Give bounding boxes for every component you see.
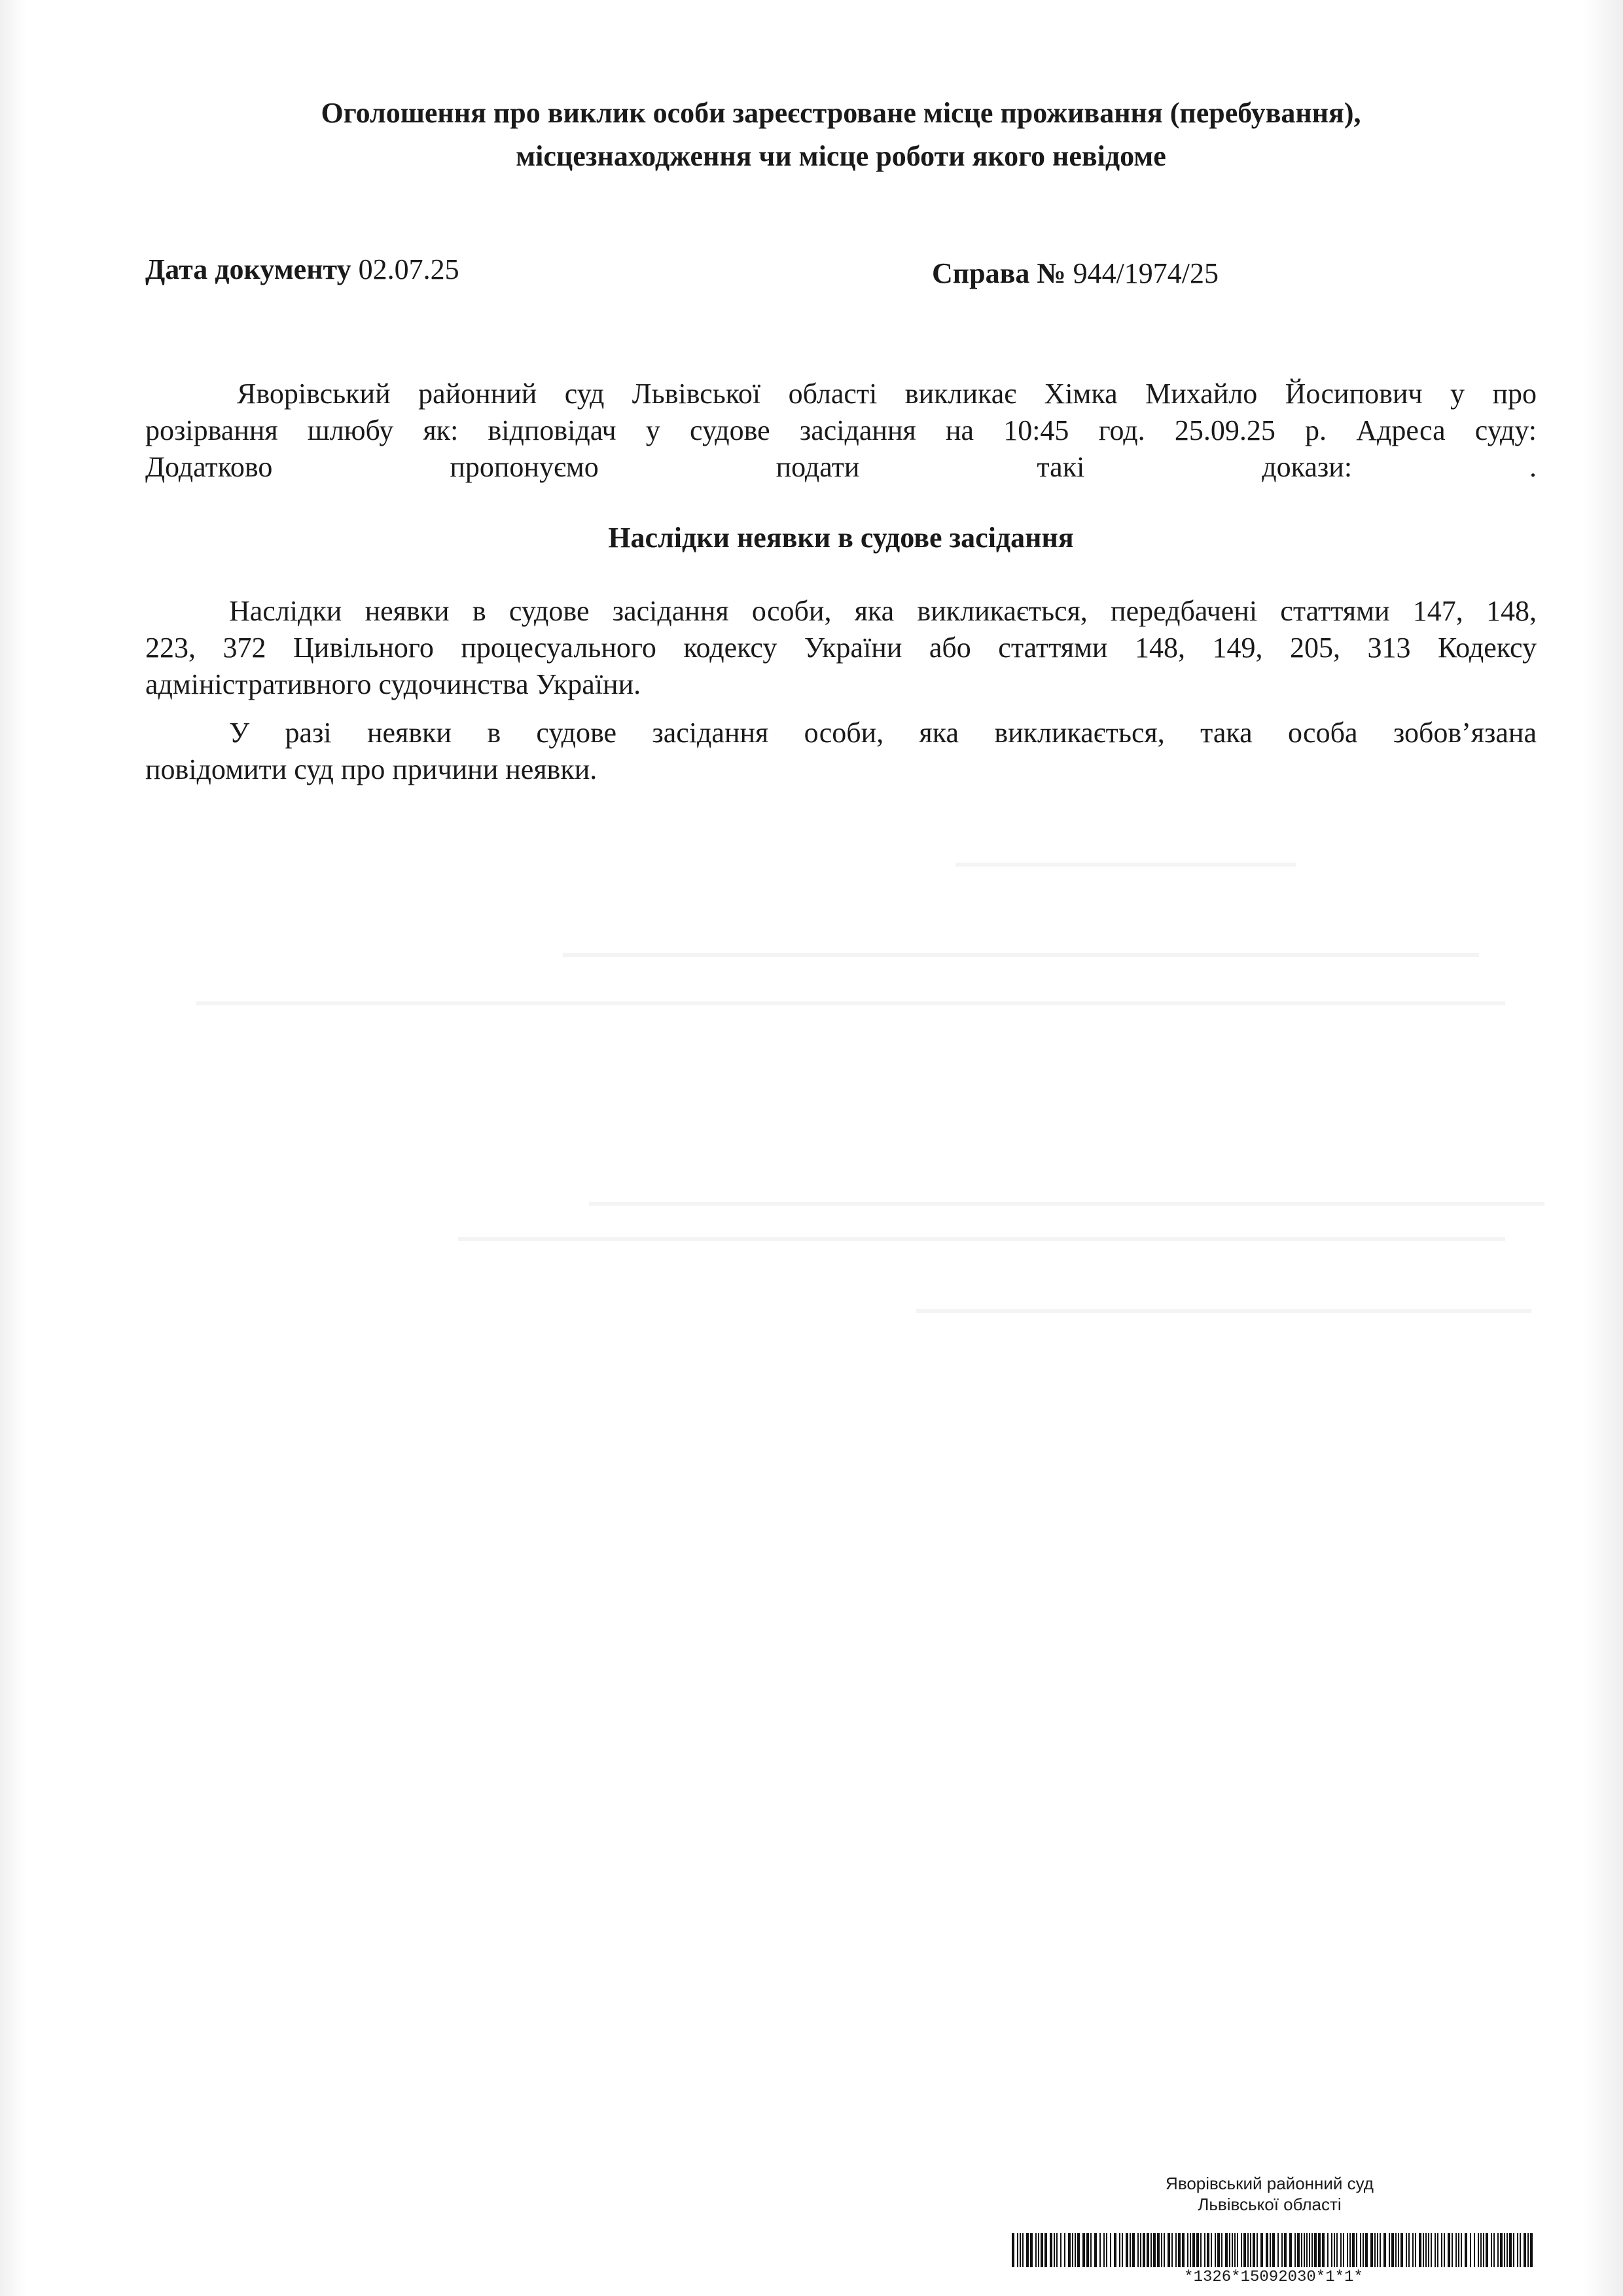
barcode-bar: [1207, 2233, 1209, 2267]
barcode-bar: [1050, 2233, 1052, 2267]
barcode-bar: [1425, 2233, 1427, 2267]
barcode-bar: [1196, 2233, 1199, 2267]
barcode-bar: [1349, 2233, 1351, 2267]
barcode-bar: [1437, 2233, 1438, 2267]
barcode-bar: [1314, 2233, 1317, 2267]
case-label: Справа №: [932, 257, 1066, 289]
barcode-bar: [1318, 2233, 1321, 2267]
barcode-bar: [1234, 2233, 1236, 2267]
barcode-bar: [1297, 2233, 1300, 2267]
barcode-bar: [1054, 2233, 1055, 2267]
barcode-bar: [1530, 2233, 1533, 2267]
barcode-bar: [1294, 2233, 1296, 2267]
barcode-bar: [1412, 2233, 1414, 2267]
barcode-bar: [1431, 2233, 1432, 2267]
barcode-bar: [1380, 2233, 1381, 2267]
barcode-bar: [1068, 2233, 1071, 2267]
barcode-bar: [1289, 2233, 1292, 2267]
consequences-paragraph: [145, 593, 1537, 703]
barcode-bar: [1491, 2233, 1492, 2267]
barcode-bar: [1331, 2233, 1332, 2267]
barcode-bar: [1524, 2233, 1526, 2267]
barcode-bar: [1266, 2233, 1268, 2267]
barcode-bar: [1497, 2233, 1499, 2267]
barcode-bar: [1020, 2233, 1021, 2267]
barcode-bar: [1237, 2233, 1238, 2267]
barcode-bar: [1383, 2233, 1386, 2267]
title-line-1: Оголошення про виклик особи зареєстроване місце проживання (перебування),: [321, 97, 1361, 129]
barcode-bar: [1322, 2233, 1325, 2267]
barcode-bar: [1377, 2233, 1378, 2267]
barcode-bar: [1241, 2233, 1242, 2267]
summons-line-1: Яворівський районний суд Львівської області викликає Хімка Михайло Йосипович у про: [237, 378, 1537, 410]
barcode-bar: [1090, 2233, 1092, 2267]
barcode-bar: [1304, 2233, 1305, 2267]
scan-artifact: [955, 863, 1296, 867]
barcode-bar: [1204, 2233, 1205, 2267]
date-label: Дата документу: [145, 253, 351, 285]
barcode-bar: [1527, 2233, 1529, 2267]
barcode-bar: [1452, 2233, 1453, 2267]
barcode-bar: [1187, 2233, 1188, 2267]
barcode-bar: [1455, 2233, 1457, 2267]
scan-edge-right: [1584, 0, 1623, 2296]
barcode-bar: [1012, 2233, 1014, 2267]
barcode-bar: [1200, 2233, 1202, 2267]
scan-artifact: [916, 1309, 1531, 1313]
barcode-bar: [1253, 2233, 1255, 2267]
barcode-bar: [1306, 2233, 1308, 2267]
barcode-bar: [1064, 2233, 1065, 2267]
summons-line-3: Додатково пропонуємо подати такі докази: .: [145, 451, 1537, 483]
barcode-bar: [1211, 2233, 1212, 2267]
barcode-bar: [1056, 2233, 1058, 2267]
scan-artifact: [589, 1202, 1544, 1206]
barcode-bar: [1082, 2233, 1085, 2267]
barcode-bar: [1509, 2233, 1512, 2267]
barcode-bar: [1132, 2233, 1135, 2267]
document-date: [145, 253, 459, 286]
barcode-bar: [1408, 2233, 1410, 2267]
barcode-bar: [1257, 2233, 1258, 2267]
barcode-bar: [1103, 2233, 1105, 2267]
barcode-bar: [1122, 2233, 1123, 2267]
barcode-bar: [1356, 2233, 1357, 2267]
barcode-number: *1326*15092030*1*1*: [1184, 2269, 1363, 2286]
barcode-bar: [1026, 2233, 1029, 2267]
barcode-bar: [1225, 2233, 1228, 2267]
barcode-bar: [1272, 2233, 1275, 2267]
barcode-bar: [1360, 2233, 1361, 2267]
date-value: 02.07.25: [358, 253, 459, 285]
barcode-bar: [1517, 2233, 1518, 2267]
stamp-court-region: Львівської області: [1198, 2195, 1342, 2214]
notice-paragraph: [145, 715, 1537, 788]
barcode-bar: [1365, 2233, 1368, 2267]
barcode-bar: [1182, 2233, 1185, 2267]
scan-edge-left: [0, 0, 26, 2296]
barcode-bar: [1077, 2233, 1080, 2267]
barcode-bar: [1389, 2233, 1390, 2267]
scan-artifact: [196, 1001, 1505, 1005]
barcode-bar: [1486, 2233, 1488, 2267]
barcode-bar: [1232, 2233, 1233, 2267]
barcode-bar: [1110, 2233, 1111, 2267]
barcode: [1012, 2233, 1535, 2267]
barcode-bar: [1478, 2233, 1479, 2267]
barcode-bar: [1157, 2233, 1160, 2267]
barcode-bar: [1114, 2233, 1116, 2267]
barcode-bar: [1493, 2233, 1495, 2267]
barcode-bar: [1060, 2233, 1061, 2267]
barcode-bar: [1038, 2233, 1039, 2267]
barcode-bar: [1030, 2233, 1033, 2267]
barcode-bar: [1513, 2233, 1514, 2267]
barcode-bar: [1347, 2233, 1348, 2267]
barcode-bar: [1284, 2233, 1287, 2267]
barcode-bar: [1221, 2233, 1222, 2267]
barcode-bar: [1243, 2233, 1246, 2267]
barcode-bar: [1140, 2233, 1141, 2267]
barcode-bar: [1164, 2233, 1165, 2267]
barcode-bar: [1400, 2233, 1403, 2267]
barcode-bar: [1500, 2233, 1503, 2267]
consequences-line-1: Наслідки неявки в судове засідання особи, яка викликається, передбачені статтями 147, 148,: [229, 595, 1537, 627]
barcode-bar: [1143, 2233, 1145, 2267]
scan-artifact: [458, 1237, 1505, 1241]
barcode-bar: [1444, 2233, 1445, 2267]
consequences-line-3: адміністративного судочинства України.: [145, 668, 641, 700]
barcode-bar: [1035, 2233, 1037, 2267]
barcode-bar: [1428, 2233, 1429, 2267]
barcode-bar: [1017, 2233, 1018, 2267]
barcode-bar: [1311, 2233, 1313, 2267]
notice-line-1: У разі неявки в судове засідання особи, яка викликається, така особа зобов’язана: [229, 717, 1537, 749]
barcode-bar: [1137, 2233, 1139, 2267]
barcode-bar: [1343, 2233, 1344, 2267]
title-line-2: місцезнаходження чи місце роботи якого невідоме: [516, 140, 1166, 172]
summons-paragraph: [145, 376, 1537, 486]
barcode-bar: [1474, 2233, 1475, 2267]
barcode-bar: [1336, 2233, 1338, 2267]
stamp-court-name: Яворівський районний суд: [1166, 2174, 1374, 2193]
barcode-bar: [1435, 2233, 1436, 2267]
barcode-bar: [1301, 2233, 1302, 2267]
barcode-bar: [1374, 2233, 1376, 2267]
barcode-bar: [1044, 2233, 1047, 2267]
barcode-bar: [1461, 2233, 1462, 2267]
barcode-bar: [1423, 2233, 1424, 2267]
barcode-bar: [1334, 2233, 1335, 2267]
barcode-bar: [1470, 2233, 1471, 2267]
barcode-bar: [1072, 2233, 1073, 2267]
barcode-bar: [1352, 2233, 1355, 2267]
case-number: [932, 257, 1219, 290]
barcode-bar: [1229, 2233, 1230, 2267]
barcode-bar: [1441, 2233, 1442, 2267]
barcode-bar: [1309, 2233, 1310, 2267]
barcode-bar: [1150, 2233, 1152, 2267]
barcode-bar: [1215, 2233, 1216, 2267]
barcode-bar: [1175, 2233, 1177, 2267]
barcode-bar: [1130, 2233, 1131, 2267]
barcode-bar: [1398, 2233, 1399, 2267]
barcode-bar: [1153, 2233, 1156, 2267]
barcode-bar: [1363, 2233, 1364, 2267]
barcode-bar: [1119, 2233, 1120, 2267]
barcode-bar: [1126, 2233, 1128, 2267]
barcode-bar: [1270, 2233, 1271, 2267]
barcode-bar: [1106, 2233, 1107, 2267]
barcode-bar: [1250, 2233, 1251, 2267]
barcode-bar: [1022, 2233, 1024, 2267]
barcode-bar: [1171, 2233, 1173, 2267]
barcode-bar: [1260, 2233, 1263, 2267]
barcode-bar: [1277, 2233, 1279, 2267]
barcode-bar: [1147, 2233, 1149, 2267]
barcode-bar: [1391, 2233, 1394, 2267]
summons-line-2: розірвання шлюбу як: відповідач у судове засідання на 10:45 год. 25.09.25 р. Адреса суду:: [145, 414, 1537, 446]
barcode-bar: [1370, 2233, 1373, 2267]
barcode-bar: [1458, 2233, 1459, 2267]
barcode-bar: [1217, 2233, 1220, 2267]
court-stamp: [1008, 2173, 1531, 2215]
barcode-bar: [1480, 2233, 1482, 2267]
barcode-bar: [1161, 2233, 1162, 2267]
document-title: [151, 92, 1531, 178]
barcode-bar: [1406, 2233, 1407, 2267]
barcode-bar: [1520, 2233, 1521, 2267]
barcode-bar: [1192, 2233, 1195, 2267]
barcode-bar: [1415, 2233, 1416, 2267]
barcode-bar: [1041, 2233, 1043, 2267]
case-value: 944/1974/25: [1073, 257, 1219, 289]
consequences-heading: Наслідки неявки в судове засідання: [608, 522, 1074, 554]
barcode-bar: [1178, 2233, 1181, 2267]
barcode-bar: [1507, 2233, 1508, 2267]
barcode-bar: [1094, 2233, 1097, 2267]
barcode-bar: [1190, 2233, 1191, 2267]
barcode-bar: [1086, 2233, 1089, 2267]
barcode-bar: [1465, 2233, 1467, 2267]
barcode-bar: [1448, 2233, 1450, 2267]
consequences-line-2: 223, 372 Цивільного процесуального кодексу України або статтями 148, 149, 205, 313 Кодексу: [145, 632, 1537, 664]
notice-line-2: повідомити суд про причини неявки.: [145, 753, 597, 785]
barcode-bar: [1168, 2233, 1170, 2267]
barcode-bar: [1281, 2233, 1283, 2267]
barcode-bar: [1483, 2233, 1484, 2267]
barcode-bar: [1504, 2233, 1505, 2267]
barcode-bar: [1395, 2233, 1397, 2267]
barcode-bar: [1099, 2233, 1101, 2267]
barcode-bar: [1075, 2233, 1076, 2267]
scan-artifact: [563, 953, 1479, 957]
barcode-bar: [1327, 2233, 1329, 2267]
barcode-bar: [1247, 2233, 1249, 2267]
barcode-bar: [1340, 2233, 1342, 2267]
barcode-bar: [1419, 2233, 1421, 2267]
